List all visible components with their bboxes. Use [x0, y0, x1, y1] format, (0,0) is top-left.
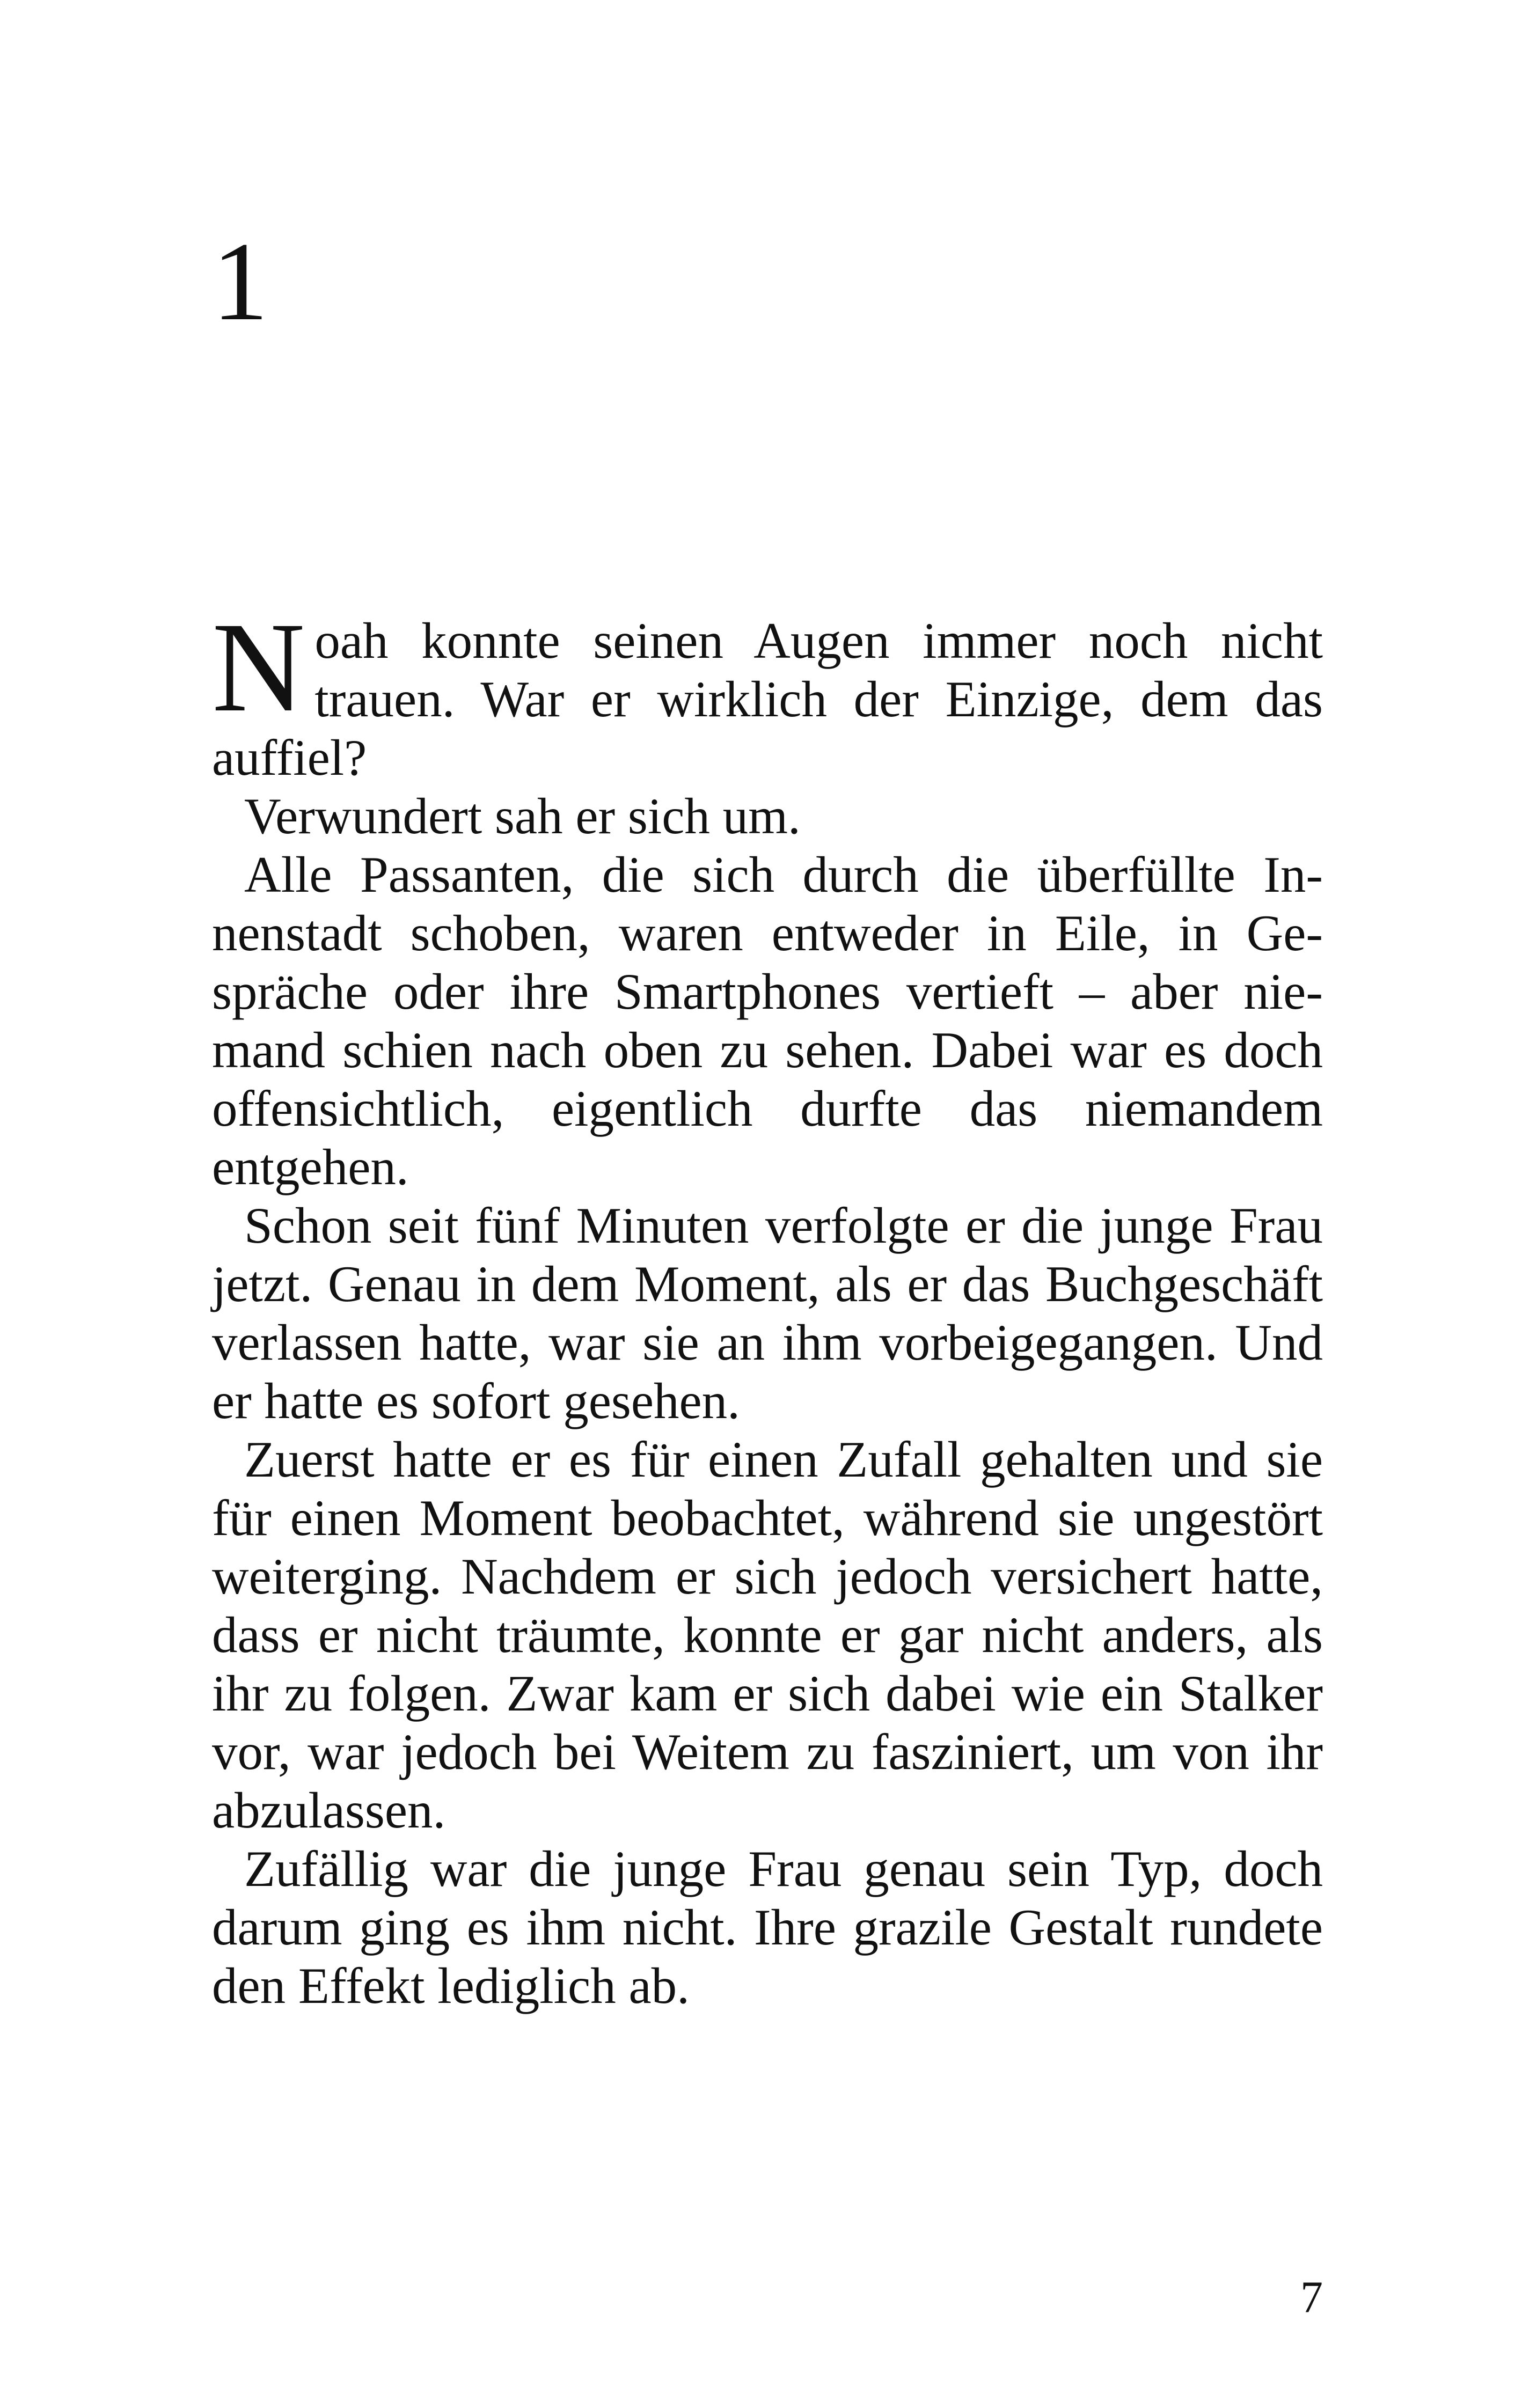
chapter-number: 1	[212, 219, 268, 344]
chapter-text	[212, 596, 1323, 2015]
paragraph-1	[212, 596, 1323, 787]
paragraph-2: Verwundert sah er sich um.	[244, 788, 801, 845]
paragraph-1-text: oah konnte seinen Augen immer noch nicht trauen. War er wirklich der Einzige, dem das auffiel?	[212, 612, 1323, 786]
paragraph-3: Alle Passanten, die sich durch die überfüllte Innenstadt schoben, waren entweder in Eile, in Gespräche oder ihre Smartphones vertieft – aber niemand schien nach oben zu sehen. Dabei war es doch offensichtlich, eigentlich durfte das niemandem entgehen.	[212, 846, 1323, 1195]
paragraph-6: Zufällig war die junge Frau genau sein Typ, doch darum ging es ihm nicht. Ihre grazile Gestalt rundete den Effekt lediglich ab.	[212, 1840, 1323, 2014]
drop-cap: N	[212, 596, 305, 738]
paragraph-5: Zuerst hatte er es für einen Zufall gehalten und sie für einen Moment beobachtet, während sie ungestört weiterging. Nachdem er sich jedoch versichert hatte, dass er nicht träumte, konnte er gar nicht anders, als ihr zu folgen. Zwar kam er sich dabei wie ein Stalker vor, war jedoch bei Weitem zu fasziniert, um von ihr abzulassen.	[212, 1431, 1323, 1839]
page-number: 7	[1300, 2272, 1323, 2322]
paragraph-4: Schon seit fünf Minuten verfolgte er die junge Frau jetzt. Genau in dem Moment, als er das Buchgeschäft verlassen hatte, war sie an ihm vorbeigegangen. Und er hatte es sofort gesehen.	[212, 1197, 1323, 1429]
